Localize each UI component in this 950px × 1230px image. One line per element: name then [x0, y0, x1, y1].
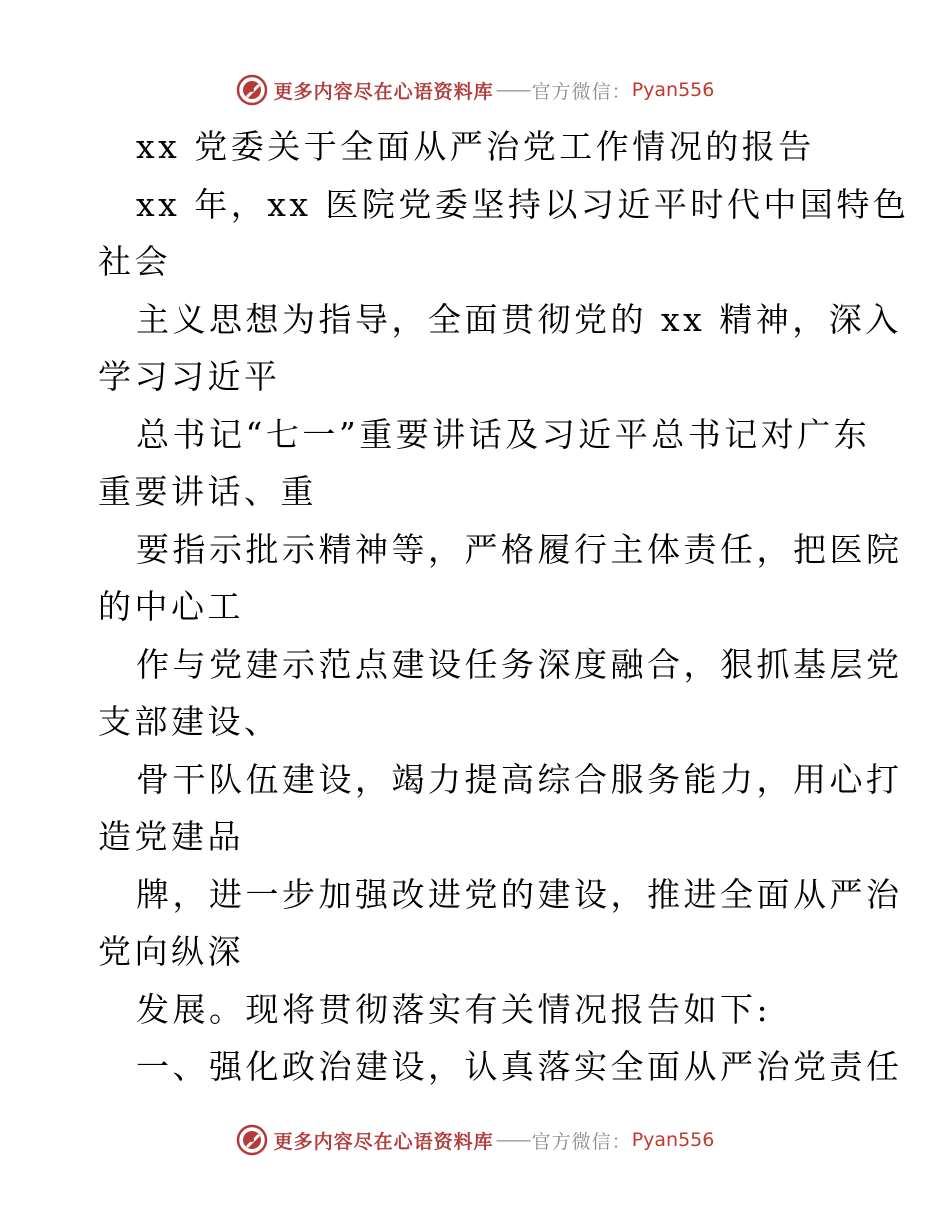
section-heading: 一、强化政治建设，认真落实全面从严治党责任 — [136, 1047, 903, 1086]
text-line: 重要讲话、重 — [98, 472, 317, 511]
watermark-dash: —— — [495, 79, 530, 101]
text-line: 总书记“七一”重要讲话及习近平总书记对广东 — [136, 414, 871, 454]
text-line: 作与党建示范点建设任务深度融合，狠抓基层党 — [136, 644, 903, 684]
document-title: xx 党委关于全面从严治党工作情况的报告 — [136, 127, 815, 166]
watermark-wechat-id: Pyan556 — [631, 79, 715, 101]
watermark-brand: 更多内容尽在心语资料库 — [273, 1130, 494, 1153]
watermark-banner-bottom — [0, 1120, 950, 1160]
text-line: 骨干队伍建设，竭力提高综合服务能力，用心打 — [136, 759, 903, 799]
text-line: xx 年，xx 医院党委坚持以习近平时代中国特色 — [136, 184, 910, 224]
watermark-brand: 更多内容尽在心语资料库 — [273, 80, 494, 103]
text-line: 学习习近平 — [98, 357, 281, 396]
watermark-official-label: 官方微信： — [531, 80, 632, 103]
text-line: 主义思想为指导，全面贯彻党的 xx 精神，深入 — [136, 299, 902, 339]
seal-pen-icon — [236, 1124, 268, 1156]
text-line: 发展。现将贯彻落实有关情况报告如下: — [136, 989, 772, 1029]
text-line: 要指示批示精神等，严格履行主体责任，把医院 — [136, 529, 903, 569]
seal-pen-icon — [236, 74, 268, 106]
text-line: 社会 — [98, 242, 171, 281]
text-line: 支部建设、 — [98, 702, 281, 741]
watermark-dash: —— — [495, 1129, 530, 1151]
text-line: 造党建品 — [98, 817, 244, 856]
watermark-official-label: 官方微信： — [531, 1130, 632, 1153]
document-body — [98, 118, 910, 1096]
watermark-banner-top — [0, 70, 950, 110]
text-line: 党向纵深 — [98, 932, 244, 971]
text-line: 牌，进一步加强改进党的建设，推进全面从严治 — [136, 874, 903, 914]
watermark-wechat-id: Pyan556 — [631, 1129, 715, 1151]
text-line: 的中心工 — [98, 587, 244, 626]
